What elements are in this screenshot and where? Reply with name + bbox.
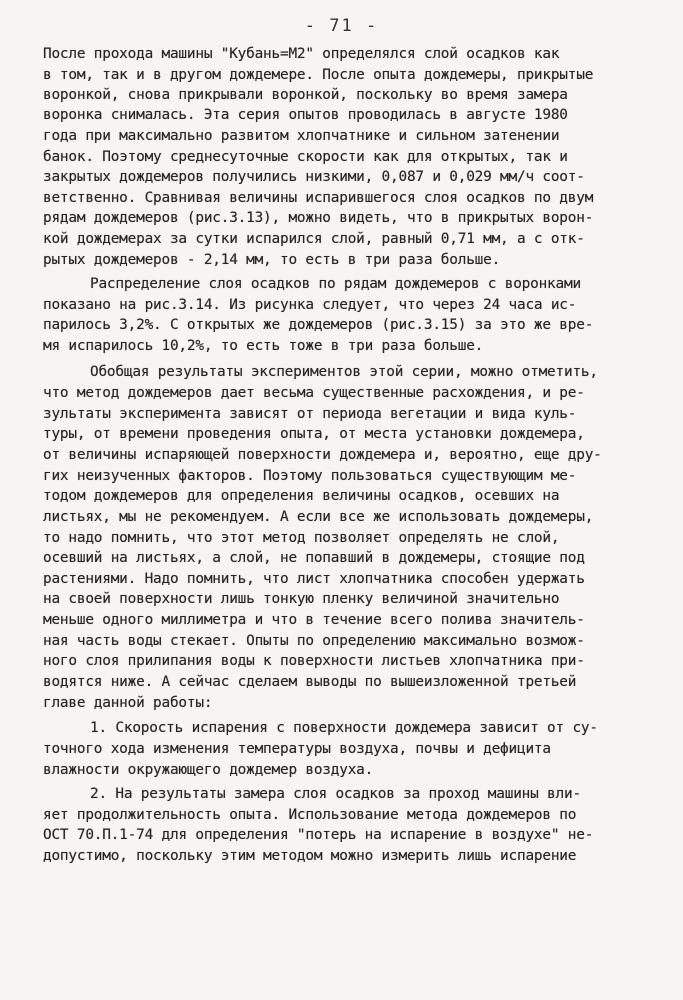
text-line: зультаты эксперимента зависят от периода вегетации и вида куль- bbox=[43, 406, 577, 422]
text-line: года при максимально развитом хлопчатнике и сильном затенении bbox=[43, 128, 560, 144]
text-line: рядам дождемеров (рис.3.13), можно видеть, что в прикрытых ворон- bbox=[43, 210, 594, 226]
text-line: листьях, мы не рекомендуем. А если все же использовать дождемеры, bbox=[43, 509, 594, 525]
text-line: влажности окружающего дождемер воздуха. bbox=[43, 762, 374, 778]
text-line: Обобщая результаты экспериментов этой серии, можно отметить, bbox=[90, 364, 598, 380]
page-number: - 71 - bbox=[304, 16, 379, 36]
text-line: туры, от времени проведения опыта, от места установки дождемера, bbox=[43, 426, 585, 442]
text-line: ОСТ 70.П.1-74 для определения "потерь на испарение в воздухе" не- bbox=[43, 827, 594, 843]
text-line: воронкой, снова прикрывали воронкой, поскольку во время замера bbox=[43, 87, 568, 103]
text-line: 1. Скорость испарения с поверхности дождемера зависит от су- bbox=[90, 720, 598, 736]
text-line: на своей поверхности лишь тонкую пленку величиной значительно bbox=[43, 591, 560, 607]
text-line: банок. Поэтому среднесуточные скорости как для открытых, так и bbox=[43, 149, 568, 165]
text-line: мя испарилось 10,2%, то есть тоже в три раза больше. bbox=[43, 338, 484, 354]
text-line: яет продолжительность опыта. Использование метода дождемеров по bbox=[43, 807, 577, 823]
text-line: то надо помнить, что этот метод позволяет определять не слой, bbox=[43, 530, 560, 546]
text-line: допустимо, поскольку этим методом можно измерить лишь испарение bbox=[43, 848, 577, 864]
text-line: воронка снималась. Эта серия опытов проводилась в августе 1980 bbox=[43, 107, 568, 123]
text-line: что метод дождемеров дает весьма существенные расхождения, и ре- bbox=[43, 385, 585, 401]
text-line: в том, так и в другом дождемере. После опыта дождемеры, прикрытые bbox=[43, 67, 594, 83]
text-line: ного слоя прилипания воды к поверхности листьев хлопчатника при- bbox=[43, 653, 585, 669]
text-line: водятся ниже. А сейчас сделаем выводы по вышеизложенной третьей bbox=[43, 674, 577, 690]
text-line: кой дождемерах за сутки испарился слой, равный 0,71 мм, а с отк- bbox=[43, 231, 585, 247]
text-line: точного хода изменения температуры воздуха, почвы и дефицита bbox=[43, 741, 551, 757]
text-line: После прохода машины "Кубань=М2" определялся слой осадков как bbox=[43, 46, 560, 62]
text-line: гих неизученных факторов. Поэтому пользоваться существующим ме- bbox=[43, 468, 577, 484]
text-line: растениями. Надо помнить, что лист хлопчатника способен удержать bbox=[43, 571, 585, 587]
text-line: закрытых дождемеров получились низкими, 0,087 и 0,029 мм/ч соот- bbox=[43, 169, 585, 185]
text-line: главе данной работы: bbox=[43, 695, 213, 711]
text-line: 2. На результаты замера слоя осадков за проход машины вли- bbox=[90, 786, 581, 802]
text-line: тодом дождемеров для определения величины осадков, осевших на bbox=[43, 488, 560, 504]
text-line: ветственно. Сравнивая величины испарившегося слоя осадков по двум bbox=[43, 190, 594, 206]
text-line: ная часть воды стекает. Опыты по определению максимально возмож- bbox=[43, 633, 585, 649]
text-line: показано на рис.3.14. Из рисунка следует, что через 24 часа ис- bbox=[43, 297, 577, 313]
text-line: меньше одного миллиметра и что в течение всего полива значитель- bbox=[43, 612, 585, 628]
text-line: Распределение слоя осадков по рядам дождемеров с воронками bbox=[90, 276, 581, 292]
text-line: от величины испаряющей поверхности дождемера и, вероятно, еще дру- bbox=[43, 447, 602, 463]
text-line: рытых дождемеров - 2,14 мм, то есть в три раза больше. bbox=[43, 252, 501, 268]
text-line: осевший на листьях, а слой, не попавший в дождемеры, стоящие под bbox=[43, 550, 585, 566]
text-line: парилось 3,2%. С открытых же дождемеров (рис.3.15) за это же вре- bbox=[43, 317, 594, 333]
